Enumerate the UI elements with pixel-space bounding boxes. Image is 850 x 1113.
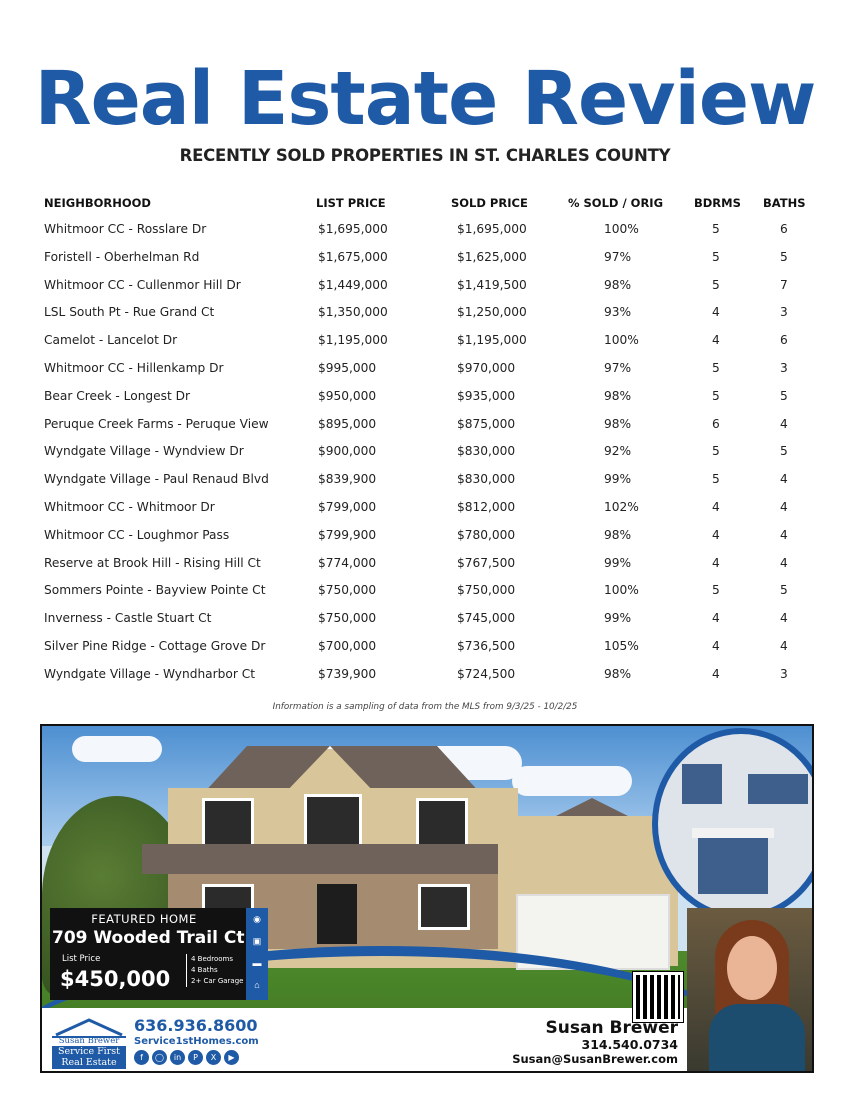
table-row: [0, 417, 850, 439]
cell-bedrooms: 4: [712, 639, 720, 653]
cell-bedrooms: 4: [712, 500, 720, 514]
col-header-neighborhood: NEIGHBORHOOD: [44, 196, 151, 210]
table-row: [0, 556, 850, 578]
cell-baths: 6: [780, 333, 788, 348]
feature-bedrooms: 4 Bedrooms: [191, 955, 233, 963]
cell-bedrooms: 4: [712, 611, 720, 626]
cell-pct-sold: 93%: [604, 305, 632, 320]
logo-name: Susan Brewer: [58, 1036, 120, 1046]
brand-logo: [52, 1018, 126, 1068]
cell-neighborhood: Wyndgate Village - Paul Renaud Blvd: [44, 472, 269, 487]
cell-list-price: $799,900: [318, 527, 377, 542]
col-header-baths: BATHS: [763, 196, 806, 210]
cell-neighborhood: Whitmoor CC - Cullenmor Hill Dr: [44, 277, 241, 292]
cell-baths: 4: [780, 472, 788, 487]
cell-pct-sold: 100%: [604, 333, 639, 348]
cell-pct-sold: 98%: [604, 666, 632, 681]
col-header-pct-sold: % SOLD / ORIG: [568, 196, 664, 210]
cell-neighborhood: Whitmoor CC - Loughmor Pass: [44, 527, 230, 542]
cell-list-price: $1,675,000: [318, 249, 388, 264]
cell-pct-sold: 100%: [604, 222, 639, 236]
cell-neighborhood: Peruque Creek Farms - Peruque View: [44, 416, 269, 431]
cell-sold-price: $1,419,500: [457, 277, 527, 292]
cell-bedrooms: 5: [712, 249, 720, 264]
office-phone[interactable]: 636.936.8600: [134, 1016, 258, 1035]
cell-sold-price: $830,000: [457, 444, 516, 459]
table-row: [0, 472, 850, 494]
agent-photo: [687, 908, 812, 1071]
table-row: [0, 305, 850, 327]
x-icon[interactable]: X: [206, 1050, 221, 1065]
cell-list-price: $1,695,000: [318, 222, 388, 236]
cell-baths: 4: [780, 555, 788, 570]
list-price-label: List Price: [62, 954, 101, 964]
youtube-icon[interactable]: ▶: [224, 1050, 239, 1065]
facebook-icon[interactable]: f: [134, 1050, 149, 1065]
cell-pct-sold: 98%: [604, 388, 632, 403]
cell-neighborhood: Sommers Pointe - Bayview Pointe Ct: [44, 583, 266, 598]
agent-top: [709, 1004, 805, 1071]
logo-line-2: Real Estate: [61, 1056, 117, 1068]
cell-bedrooms: 4: [712, 305, 720, 320]
cell-bedrooms: 5: [712, 222, 720, 236]
cell-sold-price: $830,000: [457, 472, 516, 487]
featured-price: $450,000: [60, 967, 171, 991]
kitchen-island: [698, 834, 768, 894]
cell-neighborhood: Inverness - Castle Stuart Ct: [44, 611, 212, 626]
logo-tagline: [52, 1046, 126, 1069]
cell-pct-sold: 99%: [604, 555, 632, 570]
countertop: [692, 828, 774, 838]
table-row: [0, 389, 850, 411]
agent-email[interactable]: Susan@SusanBrewer.com: [512, 1052, 678, 1066]
table-row: [0, 583, 850, 605]
porch-roof: [142, 844, 522, 874]
cell-bedrooms: 5: [712, 277, 720, 292]
cell-pct-sold: 99%: [604, 611, 632, 626]
cell-baths: 4: [780, 416, 788, 431]
cell-bedrooms: 5: [712, 388, 720, 403]
instagram-icon[interactable]: ◯: [152, 1050, 167, 1065]
cell-sold-price: $1,625,000: [457, 249, 527, 264]
table-row: [0, 667, 850, 689]
agent-name: Susan Brewer: [545, 1018, 678, 1038]
cell-pct-sold: 105%: [604, 639, 639, 653]
house-roof-icon: [52, 1018, 126, 1038]
cell-baths: 4: [780, 527, 788, 542]
cell-sold-price: $1,250,000: [457, 305, 527, 320]
cell-baths: 3: [780, 666, 788, 681]
cell-list-price: $750,000: [318, 611, 377, 626]
pinterest-icon[interactable]: P: [188, 1050, 203, 1065]
cell-list-price: $895,000: [318, 416, 377, 431]
cell-pct-sold: 102%: [604, 500, 639, 514]
cell-neighborhood: LSL South Pt - Rue Grand Ct: [44, 305, 215, 320]
cell-neighborhood: Whitmoor CC - Rosslare Dr: [44, 222, 207, 236]
cell-neighborhood: Wyndgate Village - Wyndview Dr: [44, 444, 244, 459]
mls-disclaimer: Information is a sampling of data from the MLS from 9/3/25 - 10/2/25: [272, 702, 578, 712]
cloud: [512, 766, 632, 796]
cell-list-price: $900,000: [318, 444, 377, 459]
cell-bedrooms: 5: [712, 444, 720, 459]
agent-phone[interactable]: 314.540.0734: [581, 1037, 678, 1052]
featured-features: [186, 954, 243, 987]
qr-code-icon[interactable]: [633, 972, 683, 1022]
kitchen-cabinet: [748, 774, 808, 804]
cell-list-price: $750,000: [318, 583, 377, 598]
table-row: [0, 639, 850, 661]
cell-bedrooms: 4: [712, 666, 720, 681]
col-header-list-price: LIST PRICE: [316, 196, 386, 210]
cell-pct-sold: 98%: [604, 527, 632, 542]
page-subtitle: RECENTLY SOLD PROPERTIES IN ST. CHARLES COUNTY: [179, 146, 671, 165]
cell-neighborhood: Silver Pine Ridge - Cottage Grove Dr: [44, 639, 266, 653]
table-row: [0, 278, 850, 300]
cell-list-price: $1,350,000: [318, 305, 388, 320]
cell-list-price: $774,000: [318, 555, 377, 570]
table-row: [0, 528, 850, 550]
cell-sold-price: $767,500: [457, 555, 516, 570]
table-row: [0, 500, 850, 522]
cell-baths: 3: [780, 305, 788, 320]
cell-list-price: $799,000: [318, 500, 377, 514]
window: [416, 798, 468, 848]
cell-pct-sold: 97%: [604, 249, 632, 264]
front-door: [317, 884, 357, 944]
logo-line-1: Service First: [58, 1046, 120, 1057]
garage-icon: ⌂: [254, 980, 260, 990]
cell-sold-price: $875,000: [457, 416, 516, 431]
website-link[interactable]: Service1stHomes.com: [134, 1036, 259, 1047]
cell-neighborhood: Foristell - Oberhelman Rd: [44, 249, 200, 264]
window: [418, 884, 470, 930]
featured-label: FEATURED HOME: [91, 912, 197, 926]
cell-neighborhood: Camelot - Lancelot Dr: [44, 333, 178, 348]
cell-sold-price: $812,000: [457, 500, 516, 514]
cell-pct-sold: 98%: [604, 416, 632, 431]
cell-list-price: $839,900: [318, 472, 377, 487]
cell-list-price: $1,449,000: [318, 277, 388, 292]
cell-bedrooms: 5: [712, 583, 720, 598]
social-links: [134, 1050, 239, 1065]
bath-icon: ▬: [252, 958, 262, 968]
cell-bedrooms: 5: [712, 472, 720, 487]
cell-baths: 5: [780, 583, 788, 598]
cell-sold-price: $970,000: [457, 361, 516, 375]
feature-baths: 4 Baths: [191, 966, 218, 974]
cell-bedrooms: 4: [712, 555, 720, 570]
cell-baths: 4: [780, 611, 788, 626]
cell-list-price: $1,195,000: [318, 333, 388, 348]
table-row: [0, 361, 850, 383]
cell-sold-price: $724,500: [457, 666, 516, 681]
featured-home-card: [50, 908, 268, 1000]
agent-face: [727, 936, 777, 1000]
cell-sold-price: $935,000: [457, 388, 516, 403]
bed-icon: ▣: [252, 936, 262, 946]
cell-baths: 5: [780, 388, 788, 403]
table-row: [0, 611, 850, 633]
cell-sold-price: $745,000: [457, 611, 516, 626]
table-row: [0, 444, 850, 466]
cell-baths: 6: [780, 222, 788, 236]
cell-neighborhood: Reserve at Brook Hill - Rising Hill Ct: [44, 555, 261, 570]
cell-neighborhood: Bear Creek - Longest Dr: [44, 388, 191, 403]
location-pin-icon: ◉: [253, 914, 261, 924]
cell-baths: 3: [780, 361, 788, 375]
cell-baths: 5: [780, 444, 788, 459]
cell-bedrooms: 4: [712, 333, 720, 348]
cell-neighborhood: Whitmoor CC - Hillenkamp Dr: [44, 361, 224, 375]
cell-list-price: $739,900: [318, 666, 377, 681]
cell-neighborhood: Wyndgate Village - Wyndharbor Ct: [44, 666, 256, 681]
col-header-sold-price: SOLD PRICE: [451, 196, 528, 210]
cell-sold-price: $780,000: [457, 527, 516, 542]
page-title: Real Estate Review: [34, 56, 816, 142]
cell-bedrooms: 4: [712, 527, 720, 542]
feature-garage: 2+ Car Garage: [191, 977, 244, 985]
window: [304, 794, 362, 848]
col-header-bedrooms: BDRMS: [694, 196, 741, 210]
table-row: [0, 250, 850, 272]
cell-pct-sold: 98%: [604, 277, 632, 292]
window: [202, 798, 254, 848]
cell-list-price: $700,000: [318, 639, 377, 653]
cell-baths: 4: [780, 500, 788, 514]
cell-baths: 7: [780, 277, 788, 292]
cell-baths: 5: [780, 249, 788, 264]
cell-bedrooms: 5: [712, 361, 720, 375]
table-row: [0, 222, 850, 244]
cell-list-price: $995,000: [318, 361, 377, 375]
featured-address: 709 Wooded Trail Ct: [52, 928, 245, 948]
cell-pct-sold: 99%: [604, 472, 632, 487]
cell-sold-price: $736,500: [457, 639, 516, 653]
cell-baths: 4: [780, 639, 788, 653]
cell-pct-sold: 100%: [604, 583, 639, 598]
kitchen-cabinet: [682, 764, 722, 804]
table-row: [0, 333, 850, 355]
cell-sold-price: $1,695,000: [457, 222, 527, 236]
cell-pct-sold: 97%: [604, 361, 632, 375]
cell-list-price: $950,000: [318, 388, 377, 403]
cell-sold-price: $1,195,000: [457, 333, 527, 348]
cell-bedrooms: 6: [712, 416, 720, 431]
cell-sold-price: $750,000: [457, 583, 516, 598]
cloud: [72, 736, 162, 762]
featured-home-banner: [40, 724, 814, 1073]
cell-neighborhood: Whitmoor CC - Whitmoor Dr: [44, 500, 215, 514]
cell-pct-sold: 92%: [604, 444, 632, 459]
feature-icons: [246, 908, 268, 1000]
linkedin-icon[interactable]: in: [170, 1050, 185, 1065]
